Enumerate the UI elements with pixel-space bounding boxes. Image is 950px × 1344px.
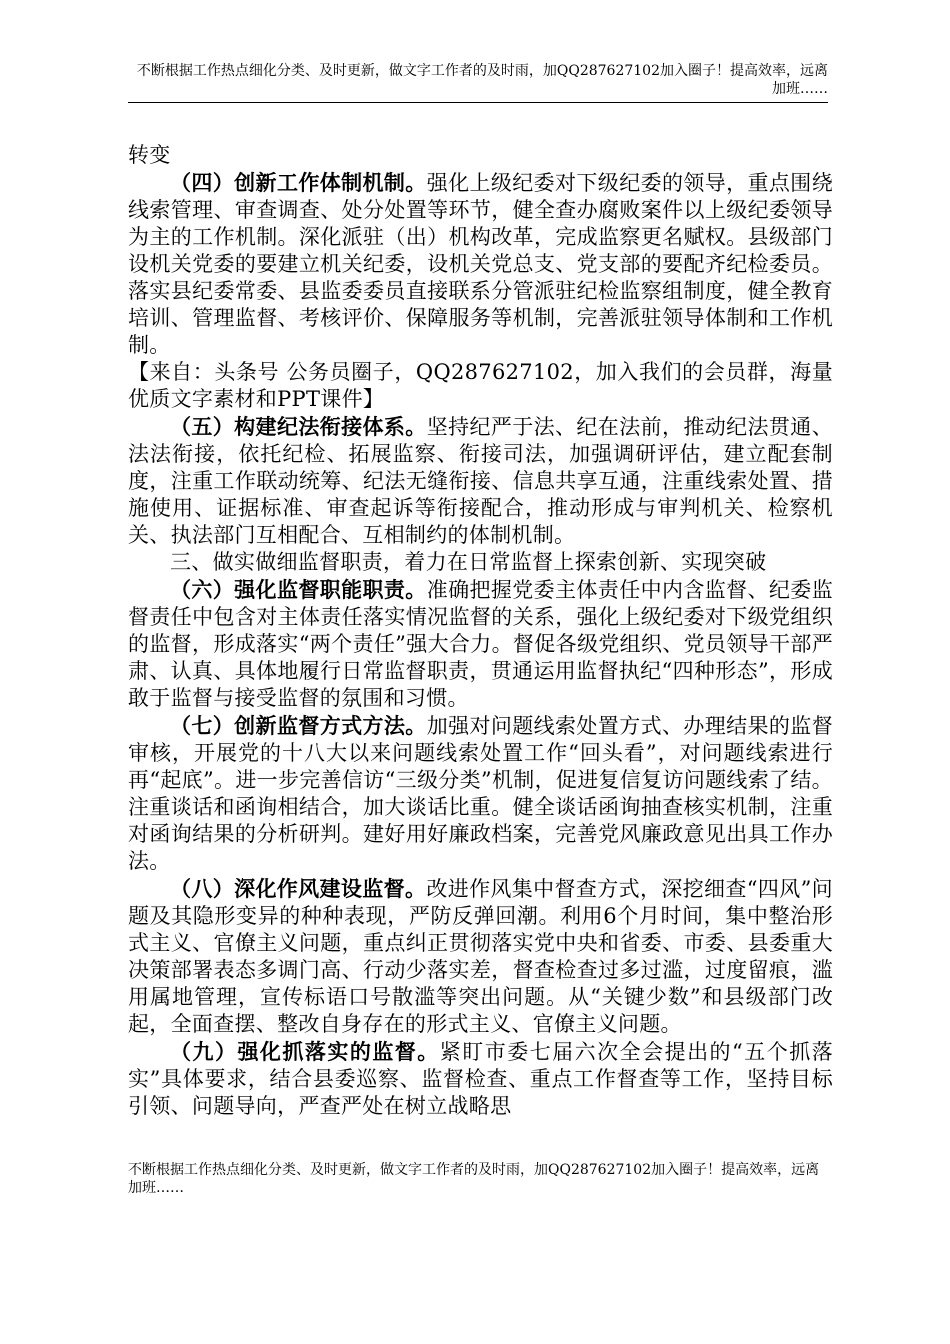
- paragraph-8: [128, 875, 833, 1038]
- paragraph-9-heading: （九）强化抓落实的监督。: [170, 1039, 440, 1064]
- paragraph-8-heading: （八）深化作风建设监督。: [170, 876, 427, 901]
- paragraph-9: [128, 1038, 833, 1120]
- paragraph-4: [128, 169, 833, 359]
- paragraph-5: [128, 413, 833, 549]
- header-divider: [128, 102, 828, 103]
- paragraph-7-text: 加强对问题线索处置方式、办理结果的监督审核，开展党的十八大以来问题线索处置工作“回头看”，对问题线索进行再“起底”。进一步完善信访“三级分类”机制，促进复信复访问题线索了结。注重谈话和函询相结合，加大谈话比重。健全谈话函询抽查核实机制，注重对函询结果的分析研判。建好用好廉政档案，完善党风廉政意见出具工作办法。: [128, 714, 833, 873]
- paragraph-7: [128, 712, 833, 875]
- section-3-heading: 三、做实做细监督职责，着力在日常监督上探索创新、实现突破: [170, 550, 767, 574]
- source-note: 【来自：头条号 公务员圈子，QQ287627102，加入我们的会员群，海量优质文字素材和PPT课件】: [128, 360, 833, 411]
- paragraph-6-heading: （六）强化监督职能职责。: [170, 577, 427, 602]
- continuation-line: 转变: [128, 143, 171, 167]
- page-footer: 不断根据工作热点细化分类、及时更新，做文字工作者的及时雨，加QQ287627102加入圈子！提高效率，远离加班……: [128, 1162, 820, 1196]
- paragraph-9-text: 紧盯市委七届六次全会提出的“五个抓落实”具体要求，结合县委巡察、监督检查、重点工作督查等工作，坚持目标引领、问题导向，严查严处在树立战略思: [128, 1040, 833, 1118]
- paragraph-6-text: 准确把握党委主体责任中内含监督、纪委监督责任中包含对主体责任落实情况监督的关系，强化上级纪委对下级党组织的监督，形成落实“两个责任”强大合力。督促各级党组织、党员领导干部严肃、认真、具体地履行日常监督职责，贯通运用监督执纪“四种形态”，形成敢于监督与接受监督的氛围和习惯。: [128, 578, 833, 710]
- paragraph-8-text: 改进作风集中督查方式，深挖细查“四风”问题及其隐形变异的种种表现，严防反弹回潮。利用6个月时间，集中整治形式主义、官僚主义问题，重点纠正贯彻落实党中央和省委、市委、县委重大决策部署表态多调门高、行动少落实差，督查检查过多过滥，过度留痕，滥用属地管理，宣传标语口号散滥等突出问题。从“关键少数”和县级部门改起，全面查摆、整改自身存在的形式主义、官僚主义问题。: [128, 877, 833, 1036]
- page-header: 不断根据工作热点细化分类、及时更新，做文字工作者的及时雨，加QQ287627102加入圈子！提高效率，远离加班……: [136, 63, 828, 97]
- paragraph-7-heading: （七）创新监督方式方法。: [170, 713, 427, 738]
- paragraph-4-text: 强化上级纪委对下级纪委的领导，重点围绕线索管理、审查调查、处分处置等环节，健全查办腐败案件以上级纪委领导为主的工作机制。深化派驻（出）机构改革，完成监察更名赋权。县级部门设机关党委的要建立机关纪委，设机关党总支、党支部的要配齐纪检委员。落实县纪委常委、县监委委员直接联系分管派驻纪检监察组制度，健全教育培训、管理监督、考核评价、保障服务等机制，完善派驻领导体制和工作机制。: [128, 171, 833, 357]
- paragraph-5-heading: （五）构建纪法衔接体系。: [170, 414, 427, 439]
- paragraph-4-heading: （四）创新工作体制机制。: [170, 170, 427, 195]
- paragraph-5-text: 坚持纪严于法、纪在法前，推动纪法贯通、法法衔接，依托纪检、拓展监察、衔接司法，加强调研评估，建立配套制度，注重工作联动统筹、纪法无缝衔接、信息共享互通，注重线索处置、措施使用、证据标准、审查起诉等衔接配合，推动形成与审判机关、检察机关、执法部门互相配合、互相制约的体制机制。: [128, 415, 833, 547]
- paragraph-6: [128, 576, 833, 712]
- document-body: [128, 142, 833, 1120]
